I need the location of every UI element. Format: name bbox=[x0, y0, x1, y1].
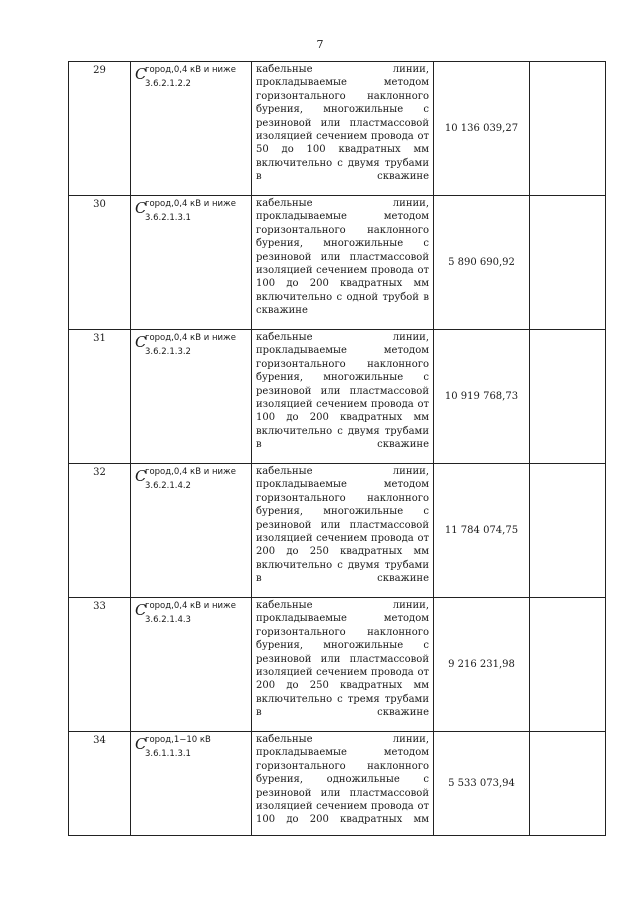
row-number: 34 bbox=[69, 732, 131, 836]
formula-superscript: город,0,4 кВ и ниже bbox=[145, 601, 236, 611]
formula-subscript: 3.6.2.1.3.1 bbox=[145, 213, 191, 223]
formula-subscript: 3.6.2.1.4.2 bbox=[145, 481, 191, 491]
description-cell: кабельные линии, прокладываемые методом горизонтального наклонного бурения, многожильные с резиновой или пластмассовой изоляцией сечением провода от 200 до 250 квадратных мм включительно с тремя трубами в скважине bbox=[252, 598, 434, 732]
formula-superscript: город,0,4 кВ и ниже bbox=[145, 467, 236, 477]
formula-superscript: город,0,4 кВ и ниже bbox=[145, 333, 236, 343]
rate-formula: C город,1−10 кВ 3.6.1.1.3.1 bbox=[131, 732, 252, 836]
price-cell: 9 216 231,98 bbox=[434, 598, 530, 732]
empty-cell bbox=[530, 196, 606, 330]
table-row bbox=[69, 598, 606, 732]
description-cell: кабельные линии, прокладываемые методом горизонтального наклонного бурения, многожильные с резиновой или пластмассовой изоляцией сечением провода от 100 до 200 квадратных мм включительно с одной трубой в скважине bbox=[252, 196, 434, 330]
formula-subscript: 3.6.2.1.4.3 bbox=[145, 615, 191, 625]
price-cell: 11 784 074,75 bbox=[434, 464, 530, 598]
table-row bbox=[69, 330, 606, 464]
rate-formula: C город,0,4 кВ и ниже 3.6.2.1.4.2 bbox=[131, 464, 252, 598]
description-cell: кабельные линии, прокладываемые методом горизонтального наклонного бурения, многожильные с резиновой или пластмассовой изоляцией сечением провода от 200 до 250 квадратных мм включительно с двумя трубами в скважине bbox=[252, 464, 434, 598]
formula-subscript: 3.6.2.1.2.2 bbox=[145, 79, 191, 89]
empty-cell bbox=[530, 732, 606, 836]
row-number: 31 bbox=[69, 330, 131, 464]
empty-cell bbox=[530, 598, 606, 732]
price-cell: 10 919 768,73 bbox=[434, 330, 530, 464]
row-number: 32 bbox=[69, 464, 131, 598]
formula-subscript: 3.6.2.1.3.2 bbox=[145, 347, 191, 357]
table-row bbox=[69, 62, 606, 196]
empty-cell bbox=[530, 62, 606, 196]
row-number: 33 bbox=[69, 598, 131, 732]
table-row bbox=[69, 732, 606, 836]
formula-superscript: город,0,4 кВ и ниже bbox=[145, 65, 236, 75]
rate-formula: C город,0,4 кВ и ниже 3.6.2.1.4.3 bbox=[131, 598, 252, 732]
formula-subscript: 3.6.1.1.3.1 bbox=[145, 749, 191, 759]
row-number: 29 bbox=[69, 62, 131, 196]
formula-superscript: город,1−10 кВ bbox=[145, 735, 211, 745]
description-cell: кабельные линии, прокладываемые методом горизонтального наклонного бурения, одножильные с резиновой или пластмассовой изоляцией сечением провода от 100 до 200 квадратных мм bbox=[252, 732, 434, 836]
price-cell: 5 533 073,94 bbox=[434, 732, 530, 836]
row-number: 30 bbox=[69, 196, 131, 330]
formula-superscript: город,0,4 кВ и ниже bbox=[145, 199, 236, 209]
page-number: 7 bbox=[316, 38, 324, 51]
description-cell: кабельные линии, прокладываемые методом горизонтального наклонного бурения, многожильные с резиновой или пластмассовой изоляцией сечением провода от 100 до 200 квадратных мм включительно с двумя трубами в скважине bbox=[252, 330, 434, 464]
description-cell: кабельные линии, прокладываемые методом горизонтального наклонного бурения, многожильные с резиновой или пластмассовой изоляцией сечением провода от 50 до 100 квадратных мм включительно с двумя трубами в скважине bbox=[252, 62, 434, 196]
rate-formula: C город,0,4 кВ и ниже 3.6.2.1.3.2 bbox=[131, 330, 252, 464]
price-cell: 10 136 039,27 bbox=[434, 62, 530, 196]
rate-formula: C город,0,4 кВ и ниже 3.6.2.1.3.1 bbox=[131, 196, 252, 330]
empty-cell bbox=[530, 464, 606, 598]
price-cell: 5 890 690,92 bbox=[434, 196, 530, 330]
table-row bbox=[69, 464, 606, 598]
tariff-table bbox=[68, 61, 606, 836]
rate-formula: C город,0,4 кВ и ниже 3.6.2.1.2.2 bbox=[131, 62, 252, 196]
table-row bbox=[69, 196, 606, 330]
empty-cell bbox=[530, 330, 606, 464]
